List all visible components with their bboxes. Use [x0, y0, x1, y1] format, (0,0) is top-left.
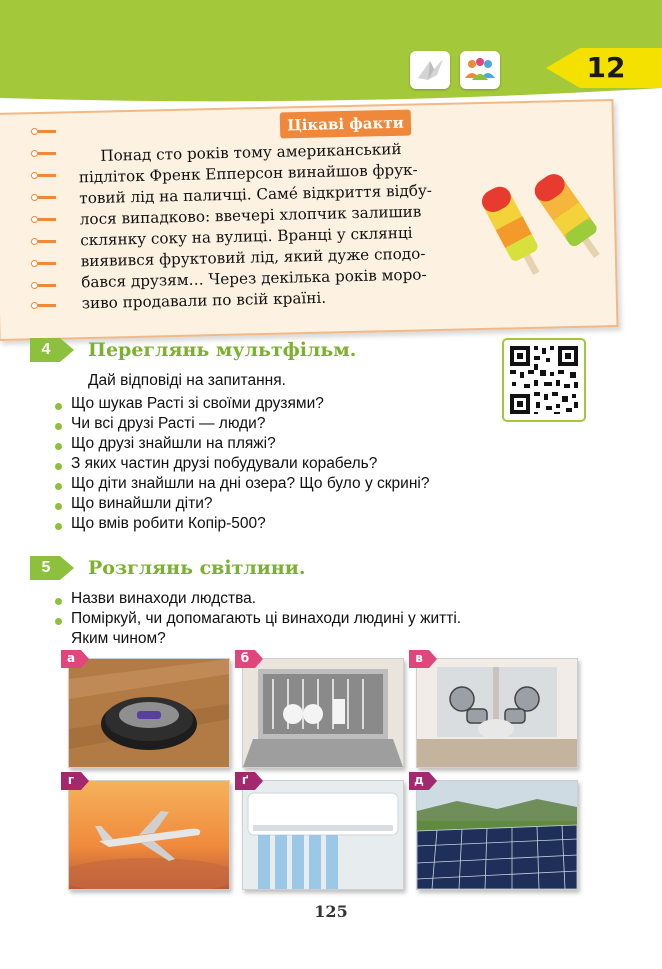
question-item: Що діти знайшли на дні озера? Що було у скрині? [71, 475, 430, 492]
facts-line: Понад сто років тому американський [100, 140, 402, 165]
task5-title: Розглянь світлини. [88, 557, 306, 579]
notebook-ring [31, 150, 57, 157]
facts-line: бався друзям… Через декілька років моро- [81, 265, 427, 292]
photo-label-wrap [61, 650, 89, 668]
photo-label-wrap [235, 650, 263, 668]
bullet [55, 463, 62, 470]
photo-label-wrap [235, 772, 263, 790]
question-item: Що шукав Расті зі своїми друзями? [71, 395, 324, 412]
notebook-ring [31, 194, 57, 201]
facts-line: підліток Френк Епперсон винайшов фрук- [78, 160, 418, 187]
bullet [55, 403, 62, 410]
photo-label: а [66, 651, 76, 665]
photo-air-conditioner [242, 780, 404, 890]
notebook-ring [31, 172, 57, 179]
task5-item: Назви винаходи людства. [71, 590, 257, 607]
question-item: З яких частин друзі побудували корабель? [71, 455, 378, 472]
bullet [55, 523, 62, 530]
notebook-ring [31, 302, 57, 309]
task-number-wrap [30, 556, 74, 580]
task-number: 4 [41, 341, 51, 358]
task5-item: Яким чином? [71, 630, 166, 647]
photo-label: в [415, 651, 423, 665]
photo-label: д [414, 773, 424, 787]
photo-label-wrap [409, 772, 437, 790]
lesson-number: 12 [586, 51, 626, 84]
notebook-ring [31, 260, 57, 267]
popsicle-image [465, 165, 615, 285]
notebook-ring [31, 128, 57, 135]
notebook-ring [31, 216, 57, 223]
photo-label: ґ [241, 773, 249, 787]
photo-label: г [67, 773, 75, 787]
question-item: Що вмів робити Копір-500? [71, 515, 266, 532]
photo-airplane [68, 780, 230, 890]
question-item: Що винайшли діти? [71, 495, 213, 512]
photo-label-wrap [409, 650, 437, 668]
notebook-ring [31, 282, 57, 289]
task-number: 5 [41, 559, 51, 576]
task4-title: Переглянь мультфільм. [88, 339, 357, 361]
qr-code-icon[interactable] [502, 338, 586, 422]
bullet [55, 423, 62, 430]
task4-intro: Дай відповіді на запитання. [88, 372, 286, 389]
photo-label-wrap [61, 772, 89, 790]
photo-solar-panels [416, 780, 578, 890]
facts-line: товий лід на паличці. Самé відкриття відбу- [79, 181, 433, 208]
task-number-wrap [30, 338, 74, 362]
notebook-ring [31, 238, 57, 245]
facts-text [78, 138, 464, 315]
question-item: Чи всі друзі Расті — люди? [71, 415, 266, 432]
bullet [55, 483, 62, 490]
facts-line: зиво продавали по всій країні. [81, 288, 327, 313]
question-item: Що друзі знайшли на пляжі? [71, 435, 276, 452]
group-people-icon [460, 51, 500, 89]
photo-robot-arms [416, 658, 578, 768]
origami-bird-icon [410, 51, 450, 89]
bullet [55, 443, 62, 450]
facts-title: Цікаві факти [280, 110, 412, 139]
bullet [55, 618, 62, 625]
photo-label: б [240, 651, 250, 665]
facts-line: лося випадково: ввечері хлопчик залишив [79, 202, 422, 229]
photo-dishwasher [242, 658, 404, 768]
facts-line: склянку соку на вулиці. Вранці у склянці [80, 223, 413, 250]
task5-item: Поміркуй, чи допомагають ці винаходи людині у житті. [71, 610, 462, 627]
bullet [55, 598, 62, 605]
photo-robot-vacuum [68, 658, 230, 768]
bullet [55, 503, 62, 510]
page-number: 125 [314, 902, 348, 921]
facts-line: виявився фруктовий лід, який дуже сподо- [80, 244, 426, 271]
